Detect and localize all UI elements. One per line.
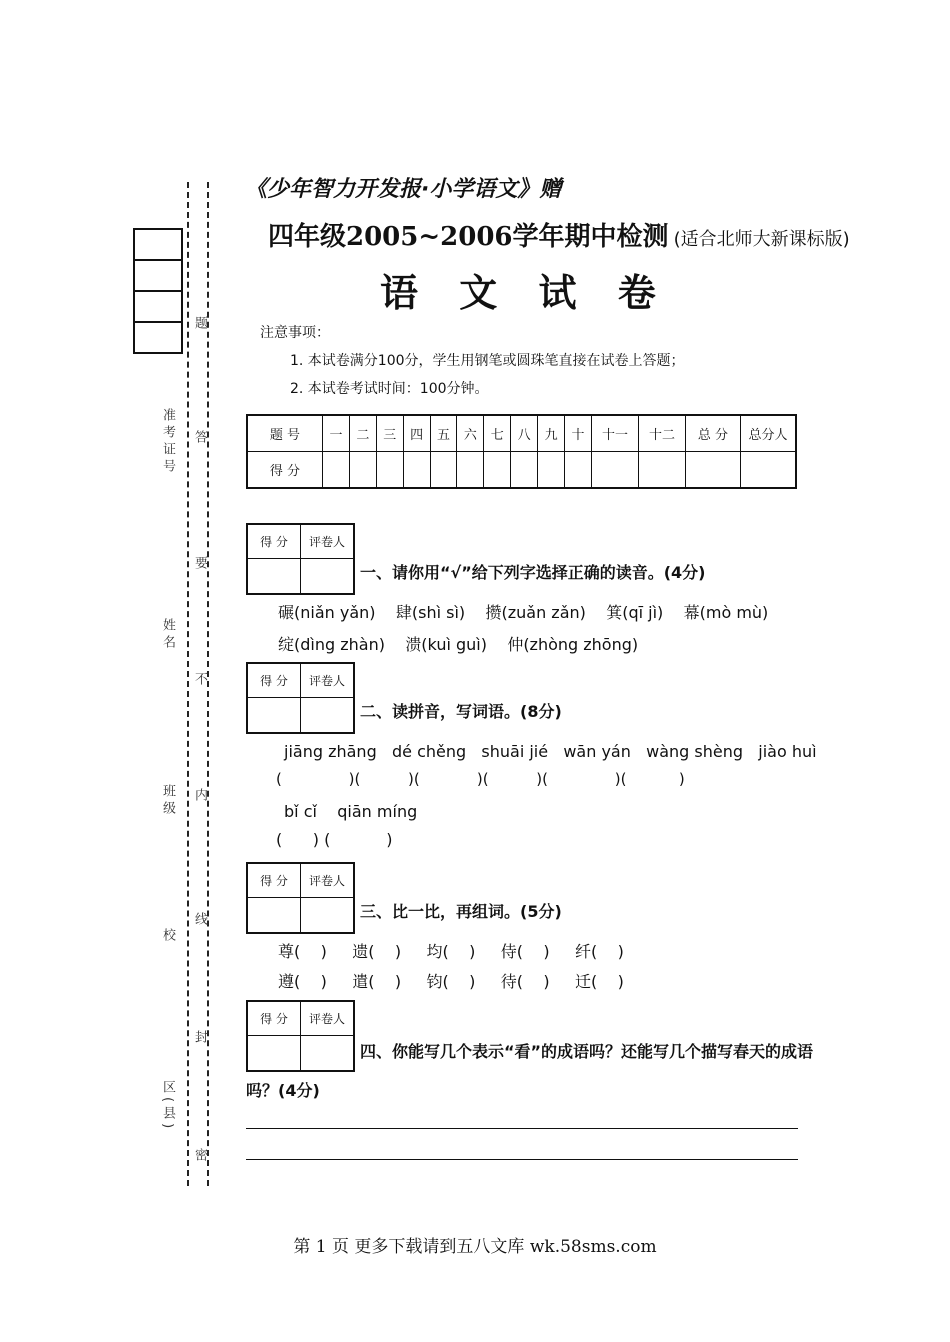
- score-col: 七: [484, 415, 511, 452]
- score-col: 十一: [592, 415, 639, 452]
- score-table: [246, 414, 797, 489]
- exam-title-row: [268, 216, 850, 253]
- question-1-title: 一、请你用“√”给下列字选择正确的读音。(4分): [360, 563, 706, 582]
- score-cell[interactable]: [457, 452, 484, 489]
- score-cell[interactable]: [538, 452, 565, 489]
- seal-char: 不: [192, 672, 207, 689]
- grader-name-cell[interactable]: [301, 559, 355, 595]
- score-cell[interactable]: [349, 452, 376, 489]
- score-col: 十二: [639, 415, 686, 452]
- grader-score-label: 得 分: [247, 1001, 301, 1036]
- binding-line-left: [187, 182, 189, 1186]
- question-2-blanks-2[interactable]: ( ) ( ): [276, 830, 393, 849]
- grader-name-cell[interactable]: [301, 1036, 355, 1072]
- seal-char: 要: [192, 556, 207, 573]
- seal-char: 答: [192, 430, 207, 447]
- score-cell[interactable]: [686, 452, 741, 489]
- score-cell[interactable]: [741, 452, 797, 489]
- grader-name-cell[interactable]: [301, 898, 355, 934]
- seal-char: 题: [192, 316, 207, 333]
- grader-score-cell[interactable]: [247, 898, 301, 934]
- grader-box-q1: [246, 523, 355, 595]
- question-3-line-2[interactable]: 遵( ) 遣( ) 钧( ) 待( ) 迁( ): [278, 972, 624, 991]
- margin-label-class: 班级: [160, 784, 175, 818]
- question-2-title: 二、读拼音，写词语。(8分): [360, 702, 562, 721]
- score-col: 五: [430, 415, 457, 452]
- seal-char: 线: [192, 912, 207, 929]
- grader-score-cell[interactable]: [247, 1036, 301, 1072]
- brand-line: 《少年智力开发报·小学语文》赠: [245, 177, 562, 202]
- question-3-line-1[interactable]: 尊( ) 遗( ) 均( ) 侍( ) 纤( ): [278, 942, 624, 961]
- question-4-title: 四、你能写几个表示“看”的成语吗？还能写几个描写春天的成语: [360, 1042, 814, 1061]
- page-footer: 第 1 页 更多下载请到五八文库 wk.58sms.com: [293, 1237, 657, 1257]
- score-cell[interactable]: [403, 452, 430, 489]
- score-cell[interactable]: [484, 452, 511, 489]
- grader-name-cell[interactable]: [301, 698, 355, 734]
- subject-title: 语 文 试 卷: [380, 270, 670, 315]
- grader-score-cell[interactable]: [247, 559, 301, 595]
- score-cell[interactable]: [376, 452, 403, 489]
- margin-label-exam-id: 准考证号: [160, 408, 175, 476]
- notice-item-1: 1. 本试卷满分100分，学生用钢笔或圆珠笔直接在试卷上答题；: [290, 353, 685, 369]
- score-col: 总分人: [741, 415, 797, 452]
- seal-char: 封: [192, 1030, 207, 1047]
- margin-label-name: 姓名: [160, 618, 175, 652]
- question-2-pinyin-1: jiāng zhāng dé chěng shuāi jié wān yán wàng shèng jiào huì: [284, 742, 817, 761]
- score-cell[interactable]: [565, 452, 592, 489]
- score-col: 八: [511, 415, 538, 452]
- score-col: 一: [323, 415, 350, 452]
- grader-score-label: 得 分: [247, 524, 301, 559]
- grader-label: 评卷人: [301, 524, 355, 559]
- notice-heading: 注意事项：: [260, 325, 330, 341]
- exam-title: 四年级2005~2006学年期中检测: [268, 222, 669, 252]
- grader-label: 评卷人: [301, 663, 355, 698]
- answer-line-2[interactable]: [246, 1159, 798, 1160]
- question-2-blanks-1[interactable]: ( )( )( )( )( )( ): [276, 770, 685, 788]
- score-table-row-label: 得 分: [247, 452, 323, 489]
- grader-label: 评卷人: [301, 863, 355, 898]
- grader-box-q4: [246, 1000, 355, 1072]
- grader-score-label: 得 分: [247, 663, 301, 698]
- score-cell[interactable]: [511, 452, 538, 489]
- grader-score-label: 得 分: [247, 863, 301, 898]
- seal-char: 内: [192, 788, 207, 805]
- score-cell[interactable]: [639, 452, 686, 489]
- question-4-continuation: 吗？(4分): [246, 1081, 320, 1100]
- question-2-pinyin-2: bǐ cǐ qiān míng: [284, 802, 418, 821]
- score-cell[interactable]: [592, 452, 639, 489]
- score-col: 三: [376, 415, 403, 452]
- id-number-boxes: [133, 228, 183, 354]
- margin-label-school: 校: [160, 928, 175, 945]
- score-col: 四: [403, 415, 430, 452]
- question-1-line-1: 碾(niǎn yǎn) 肆(shì sì) 攒(zuǎn zǎn) 箕(qī jì) 幕(mò mù): [278, 603, 769, 622]
- answer-line-1[interactable]: [246, 1128, 798, 1129]
- score-cell[interactable]: [323, 452, 350, 489]
- question-1-line-2: 绽(dìng zhàn) 溃(kuì guì) 仲(zhòng zhōng): [278, 635, 639, 654]
- grader-box-q2: [246, 662, 355, 734]
- score-col: 二: [349, 415, 376, 452]
- score-col: 总 分: [686, 415, 741, 452]
- seal-char: 密: [192, 1148, 207, 1165]
- question-3-title: 三、比一比，再组词。(5分): [360, 902, 562, 921]
- score-cell[interactable]: [430, 452, 457, 489]
- score-table-row-label: 题 号: [247, 415, 323, 452]
- notice-item-2: 2. 本试卷考试时间：100分钟。: [290, 381, 489, 397]
- score-col: 六: [457, 415, 484, 452]
- exam-edition: (适合北师大新课标版): [673, 229, 850, 250]
- score-col: 九: [538, 415, 565, 452]
- grader-box-q3: [246, 862, 355, 934]
- grader-score-cell[interactable]: [247, 698, 301, 734]
- score-col: 十: [565, 415, 592, 452]
- grader-label: 评卷人: [301, 1001, 355, 1036]
- margin-label-district: 区(县): [160, 1080, 175, 1133]
